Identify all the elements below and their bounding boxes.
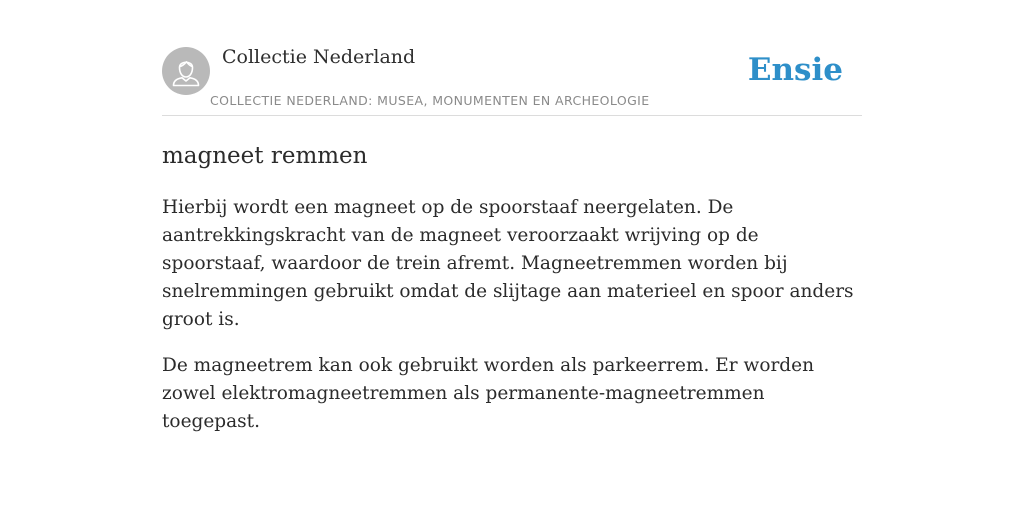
user-icon <box>162 47 210 95</box>
definition-paragraph: De magneetrem kan ook gebruikt worden als parkeerrem. Er worden zowel elektromagneetremmen als permanente-magneetremmen toegepast. <box>162 355 815 432</box>
definition-paragraph: Hierbij wordt een magneet op de spoorstaaf neergelaten. De aantrekkingskracht van de magneet veroorzaakt wrijving op de spoorstaaf, waardoor de trein afremt. Magneetremmen worden bij snelremmingen gebruikt omdat de slijtage aan materieel en spoor anders groot is. <box>162 197 854 330</box>
term-title: magneet remmen <box>162 143 368 169</box>
card-header <box>162 0 862 116</box>
collection-label[interactable]: COLLECTIE NEDERLAND: MUSEA, MONUMENTEN EN ARCHEOLOGIE <box>210 93 650 108</box>
definition-body <box>162 194 862 436</box>
author-name[interactable]: Collectie Nederland <box>222 46 416 68</box>
ensie-logo-link[interactable]: Ensie <box>747 52 843 88</box>
ensie-card <box>162 0 862 436</box>
avatar[interactable] <box>162 47 210 95</box>
